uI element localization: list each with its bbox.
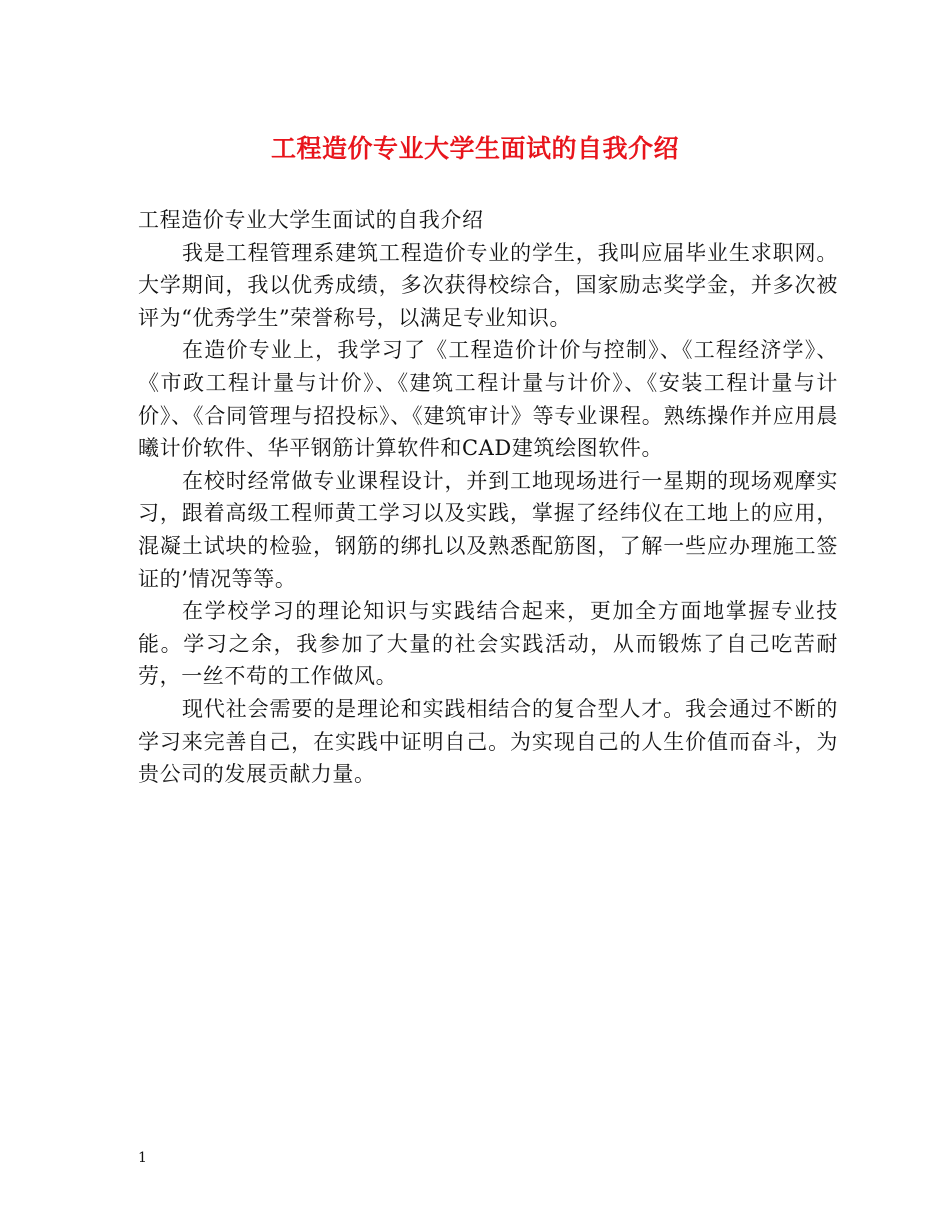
document-title: 工程造价专业大学生面试的自我介绍 (270, 134, 679, 163)
document-body (138, 204, 838, 791)
body-paragraph: 在校时经常做专业课程设计，并到工地现场进行一星期的现场观摩实习，跟着高级工程师黄工学习以及实践，掌握了经纬仪在工地上的应用，混凝土试块的检验，钢筋的绑扎以及熟悉配筋图，了解一些应办理施工签证的’情况等等。 (138, 468, 838, 591)
page-number: 1 (138, 1150, 147, 1166)
body-paragraph: 我是工程管理系建筑工程造价专业的学生，我叫应届毕业生求职网。大学期间，我以优秀成绩，多次获得校综合，国家励志奖学金，并多次被评为“优秀学生”荣誉称号，以满足专业知识。 (138, 240, 838, 330)
body-paragraph: 在造价专业上，我学习了《工程造价计价与控制》、《工程经济学》、《市政工程计量与计价》、《建筑工程计量与计价》、《安装工程计量与计价》、《合同管理与招投标》、《建筑审计》等专业课程。熟练操作并应用晨曦计价软件、华平钢筋计算软件和CAD建筑绘图软件。 (138, 338, 838, 461)
body-paragraph: 在学校学习的理论知识与实践结合起来，更加全方面地掌握专业技能。学习之余，我参加了大量的社会实践活动，从而锻炼了自己吃苦耐劳，一丝不苟的工作做风。 (138, 599, 838, 689)
body-paragraph: 现代社会需要的是理论和实践相结合的复合型人才。我会通过不断的学习来完善自己，在实践中证明自己。为实现自己的人生价值而奋斗，为贵公司的发展贡献力量。 (138, 696, 838, 787)
subtitle-paragraph: 工程造价专业大学生面试的自我介绍 (138, 208, 484, 232)
